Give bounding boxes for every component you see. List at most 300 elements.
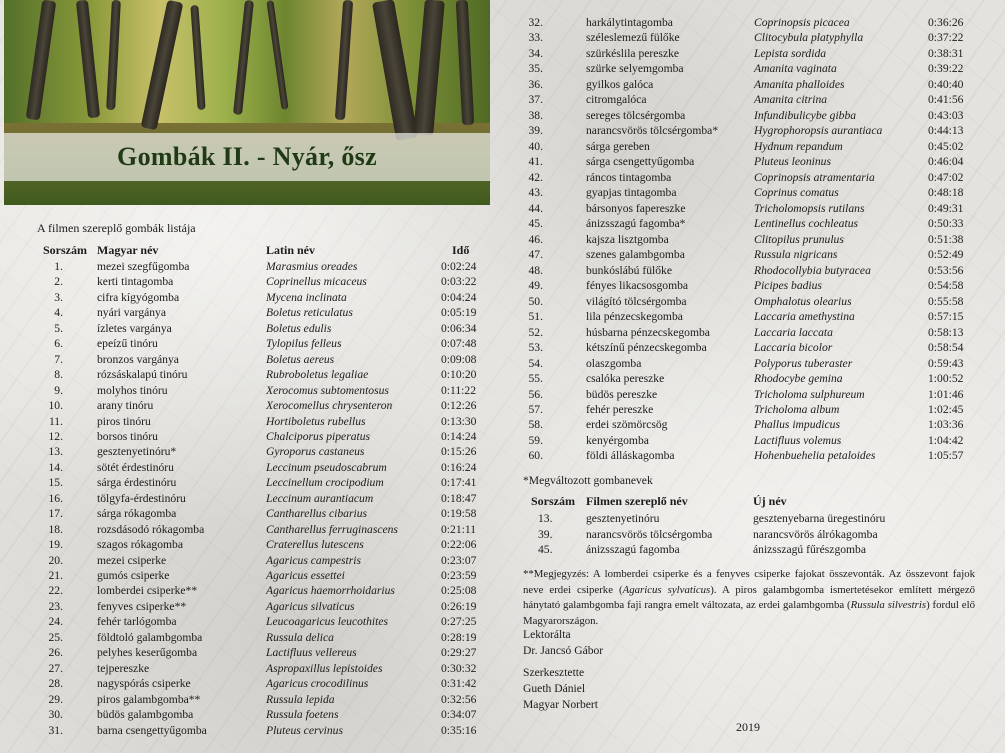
- row-latin-name: Russula nigricans: [754, 248, 838, 262]
- row-hungarian-name: piros galambgomba**: [97, 692, 201, 706]
- row-time: 0:54:58: [928, 279, 964, 293]
- changed-row-film-name: narancsvörös tölcsérgomba: [586, 527, 713, 541]
- row-hungarian-name: sárga gereben: [586, 139, 650, 153]
- table-row: [0, 154, 1005, 169]
- row-hungarian-name: lomberdei csiperke**: [97, 584, 198, 598]
- row-latin-name: Coprinopsis atramentaria: [754, 170, 875, 184]
- row-number: 10.: [48, 399, 63, 413]
- row-latin-name: Hortiboletus rubellus: [266, 414, 366, 428]
- row-time: 1:02:45: [928, 403, 964, 416]
- table-row: [0, 707, 1005, 722]
- row-time: 0:58:13: [928, 325, 964, 339]
- row-time: 0:26:19: [441, 599, 477, 613]
- changed-row: [0, 511, 1005, 526]
- row-hungarian-name: sereges tölcsérgomba: [586, 108, 686, 122]
- reviewer-label: Lektorálta: [523, 628, 571, 641]
- row-number: 33.: [528, 31, 543, 45]
- row-number: 23.: [48, 599, 63, 613]
- table-row: [0, 92, 1005, 107]
- table-row: [0, 232, 1005, 247]
- row-time: 0:06:34: [441, 321, 477, 335]
- row-number: 29.: [48, 692, 63, 706]
- row-number: 54.: [528, 356, 543, 370]
- row-number: 41.: [528, 155, 543, 169]
- row-time: 0:16:24: [441, 460, 477, 474]
- table-row: [0, 108, 1005, 123]
- row-time: 0:30:32: [441, 661, 477, 675]
- row-hungarian-name: ízletes vargánya: [97, 321, 172, 335]
- row-number: 58.: [528, 418, 543, 432]
- row-latin-name: Cantharellus cibarius: [266, 507, 368, 521]
- row-number: 27.: [48, 661, 63, 675]
- row-hungarian-name: gyilkos galóca: [586, 77, 654, 91]
- row-time: 0:27:25: [441, 615, 477, 629]
- row-latin-name: Tricholomopsis rutilans: [754, 201, 865, 215]
- year: 2019: [736, 720, 760, 734]
- table-row: [0, 61, 1005, 76]
- row-hungarian-name: narancsvörös tölcsérgomba*: [586, 124, 719, 138]
- row-time: 0:52:49: [928, 248, 964, 262]
- row-hungarian-name: tölgyfa-érdestinóru: [97, 491, 186, 505]
- row-time: 0:31:42: [441, 677, 477, 691]
- row-time: 0:44:13: [928, 124, 964, 138]
- row-latin-name: Omphalotus olearius: [754, 294, 852, 308]
- row-latin-name: Lepista sordida: [754, 46, 827, 60]
- row-latin-name: Agaricus silvaticus: [266, 599, 355, 613]
- table-row: [0, 692, 1005, 707]
- table-row: [0, 630, 1005, 645]
- header-latin: Latin név: [266, 243, 316, 257]
- row-number: 38.: [528, 108, 543, 122]
- row-number: 59.: [528, 433, 543, 447]
- row-time: 0:40:40: [928, 77, 964, 91]
- row-hungarian-name: világító tölcsérgomba: [586, 294, 687, 308]
- row-hungarian-name: sárga rókagomba: [97, 507, 177, 521]
- row-time: 0:39:22: [928, 62, 964, 76]
- row-time: 0:02:24: [441, 260, 477, 273]
- row-hungarian-name: büdös pereszke: [586, 387, 658, 401]
- row-latin-name: Russula delica: [266, 630, 334, 644]
- row-number: 51.: [528, 310, 543, 324]
- row-hungarian-name: kajsza lisztgomba: [586, 232, 669, 246]
- row-number: 21.: [48, 569, 63, 582]
- row-time: 1:05:57: [928, 449, 964, 463]
- row-time: 0:38:31: [928, 46, 964, 60]
- row-latin-name: Gyroporus castaneus: [266, 445, 365, 459]
- table-row: [0, 294, 1005, 309]
- row-hungarian-name: szenes galambgomba: [586, 248, 685, 262]
- row-hungarian-name: sötét érdestinóru: [97, 460, 174, 474]
- row-hungarian-name: bársonyos fapereszke: [586, 201, 686, 215]
- row-latin-name: Aspropaxillus lepistoides: [266, 661, 383, 675]
- row-time: 0:45:02: [928, 139, 964, 153]
- row-latin-name: Tylopilus felleus: [266, 337, 342, 351]
- table-row: [0, 325, 1005, 340]
- row-number: 57.: [528, 403, 543, 416]
- row-number: 15.: [48, 476, 63, 490]
- editor-block: [523, 665, 598, 713]
- row-time: 0:50:33: [928, 217, 964, 231]
- row-latin-name: Hydnum repandum: [754, 139, 843, 153]
- row-time: 0:23:59: [441, 569, 477, 582]
- table-row: [0, 491, 1005, 506]
- row-time: 1:03:36: [928, 418, 964, 432]
- table-row: [0, 676, 1005, 691]
- table-row: [0, 340, 1005, 355]
- row-number: 50.: [528, 294, 543, 308]
- row-number: 14.: [48, 460, 63, 474]
- row-latin-name: Chalciporus piperatus: [266, 429, 371, 443]
- row-number: 39.: [528, 124, 543, 138]
- row-time: 0:49:31: [928, 201, 964, 215]
- row-latin-name: Tricholoma album: [754, 403, 840, 416]
- row-time: 0:35:16: [441, 723, 477, 737]
- changed-row-number: 13.: [538, 512, 553, 525]
- row-latin-name: Clitocybula platyphylla: [754, 31, 864, 45]
- row-hungarian-name: erdei szömörcsög: [586, 418, 668, 432]
- row-time: 0:13:30: [441, 414, 477, 428]
- row-hungarian-name: fehér tarlógomba: [97, 615, 177, 629]
- row-hungarian-name: gesztenyetinóru*: [97, 445, 177, 459]
- row-latin-name: Hohenbuehelia petaloides: [754, 449, 876, 463]
- row-time: 0:58:54: [928, 341, 964, 355]
- row-number: 18.: [48, 522, 63, 536]
- table-row: [0, 46, 1005, 61]
- row-number: 16.: [48, 491, 63, 505]
- row-number: 35.: [528, 62, 543, 76]
- reviewer-block: [523, 627, 603, 659]
- table-row: [0, 661, 1005, 676]
- row-hungarian-name: sárga érdestinóru: [97, 476, 177, 490]
- header-time: Idő: [452, 243, 470, 257]
- row-number: 8.: [54, 368, 63, 382]
- table-row: [0, 216, 1005, 231]
- table-row: [0, 278, 1005, 293]
- row-hungarian-name: gumós csiperke: [97, 569, 170, 582]
- row-time: 0:37:22: [928, 31, 964, 45]
- row-hungarian-name: borsos tinóru: [97, 429, 158, 443]
- row-hungarian-name: rozsdásodó rókagomba: [97, 522, 205, 536]
- changed-names-title: *Megváltozott gombanevek: [523, 474, 653, 487]
- row-number: 13.: [48, 445, 63, 459]
- changed-row-film-name: gesztenyetinóru: [586, 512, 660, 525]
- row-time: 0:05:19: [441, 306, 477, 320]
- row-number: 17.: [48, 507, 63, 521]
- table-row: [0, 387, 1005, 402]
- row-number: 1.: [54, 260, 63, 273]
- editor-name-2: Magyar Norbert: [523, 698, 599, 711]
- row-hungarian-name: széleslemezű fülőke: [586, 31, 680, 45]
- changed-row: [0, 542, 1005, 557]
- row-hungarian-name: pelyhes keserűgomba: [97, 646, 198, 660]
- row-time: 0:04:24: [441, 290, 477, 304]
- row-time: 0:25:08: [441, 584, 477, 598]
- row-latin-name: Xerocomellus chrysenteron: [266, 399, 393, 413]
- row-number: 2.: [54, 275, 63, 289]
- row-time: 0:23:07: [441, 553, 477, 567]
- table-row: [0, 475, 1005, 490]
- row-latin-name: Russula lepida: [266, 692, 335, 706]
- row-hungarian-name: földi álláskagomba: [586, 449, 675, 463]
- row-hungarian-name: ánizsszagú fagomba*: [586, 217, 686, 231]
- row-latin-name: Agaricus crocodilinus: [266, 677, 369, 691]
- row-number: 45.: [528, 217, 543, 231]
- table-row: [0, 402, 1005, 417]
- changed-row-new-name: narancsvörös álrókagomba: [753, 527, 878, 541]
- row-latin-name: Lactifluus vellereus: [266, 646, 357, 660]
- row-time: 0:21:11: [441, 522, 476, 536]
- row-latin-name: Agaricus campestris: [266, 553, 361, 567]
- row-time: 0:22:06: [441, 538, 477, 552]
- row-latin-name: Coprinus comatus: [754, 186, 839, 200]
- row-latin-name: Boletus aereus: [266, 352, 335, 366]
- row-latin-name: Amanita vaginata: [754, 62, 837, 76]
- row-latin-name: Phallus impudicus: [754, 418, 840, 432]
- row-hungarian-name: bronzos vargánya: [97, 352, 179, 366]
- list-subtitle: A filmen szereplő gombák listája: [37, 221, 196, 235]
- row-number: 24.: [48, 615, 63, 629]
- row-time: 0:51:38: [928, 232, 964, 246]
- row-hungarian-name: arany tinóru: [97, 399, 154, 413]
- row-number: 53.: [528, 341, 543, 355]
- row-latin-name: Infundibulicybe gibba: [754, 108, 857, 122]
- changed-header-num: Sorszám: [531, 494, 575, 508]
- row-hungarian-name: ráncos tintagomba: [586, 170, 672, 184]
- row-hungarian-name: citromgalóca: [586, 93, 647, 107]
- table-row: [0, 417, 1005, 432]
- row-number: 52.: [528, 325, 543, 339]
- row-latin-name: Lactifluus volemus: [754, 433, 842, 447]
- row-time: 0:46:04: [928, 155, 964, 169]
- row-latin-name: Coprinopsis picacea: [754, 16, 850, 29]
- row-hungarian-name: epeízű tinóru: [97, 337, 158, 351]
- row-number: 55.: [528, 372, 543, 386]
- row-latin-name: Craterellus lutescens: [266, 538, 364, 552]
- row-time: 0:09:08: [441, 352, 477, 366]
- row-time: 0:36:26: [928, 16, 964, 29]
- row-latin-name: Agaricus haemorrhoidarius: [266, 584, 395, 598]
- row-hungarian-name: mezei szegfűgomba: [97, 260, 190, 273]
- table-row: [0, 448, 1005, 463]
- table-row: [0, 15, 1005, 30]
- row-hungarian-name: harkálytintagomba: [586, 16, 673, 29]
- row-latin-name: Hygrophoropsis aurantiaca: [754, 124, 883, 138]
- row-number: 12.: [48, 429, 63, 443]
- row-hungarian-name: kétszínű pénzecskegomba: [586, 341, 707, 355]
- changed-header-film: Filmen szereplő név: [586, 494, 688, 508]
- page-title: Gombák II. - Nyár, ősz: [117, 142, 377, 171]
- row-latin-name: Marasmius oreades: [266, 260, 358, 273]
- row-latin-name: Tricholoma sulphureum: [754, 387, 865, 401]
- row-latin-name: Pluteus cervinus: [266, 723, 343, 737]
- row-number: 30.: [48, 708, 63, 722]
- footnote: **Megjegyzés: A lomberdei csiperke és a fenyves csiperke fajokat összevonták. Az összevont fajok neve erdei csiperke (Agaricus sylvaticus). A piros galambgomba ismertetésekor említett mérgező hánytató galambgomba faji rangra emelt változata, az erdei galambgomba (Russula silvestris) fordul elő Magyarországon.: [523, 568, 976, 627]
- row-time: 0:34:07: [441, 708, 477, 722]
- row-hungarian-name: nagyspórás csiperke: [97, 677, 191, 691]
- row-time: 0:10:20: [441, 368, 477, 382]
- row-time: 0:07:48: [441, 337, 477, 351]
- row-latin-name: Xerocomus subtomentosus: [266, 383, 389, 397]
- row-time: 0:59:43: [928, 356, 964, 370]
- row-latin-name: Leccinum pseudoscabrum: [266, 460, 387, 474]
- row-hungarian-name: mezei csiperke: [97, 553, 167, 567]
- header-hungarian: Magyar név: [97, 243, 159, 257]
- row-number: 60.: [528, 449, 543, 463]
- row-number: 6.: [54, 337, 63, 351]
- table-row: [0, 123, 1005, 138]
- table-row: [0, 645, 1005, 660]
- row-time: 1:04:42: [928, 433, 964, 447]
- row-number: 37.: [528, 93, 543, 107]
- row-time: 0:14:24: [441, 429, 477, 443]
- row-number: 5.: [54, 321, 63, 335]
- row-latin-name: Amanita phalloides: [754, 77, 845, 91]
- row-number: 31.: [48, 723, 63, 737]
- row-hungarian-name: barna csengettyűgomba: [97, 723, 207, 737]
- row-hungarian-name: fényes likacsosgomba: [586, 279, 689, 293]
- row-number: 20.: [48, 553, 63, 567]
- changed-row: [0, 527, 1005, 542]
- changed-row-number: 39.: [538, 527, 553, 541]
- row-latin-name: Rhodocybe gemina: [754, 372, 843, 386]
- row-latin-name: Polyporus tuberaster: [754, 356, 853, 370]
- row-time: 0:29:27: [441, 646, 477, 660]
- row-time: 0:43:03: [928, 108, 964, 122]
- row-latin-name: Boletus reticulatus: [266, 306, 353, 320]
- editor-name-1: Gueth Dániel: [523, 682, 586, 695]
- row-time: 0:28:19: [441, 630, 477, 644]
- row-hungarian-name: cifra kígyógomba: [97, 290, 180, 304]
- table-row: [0, 723, 1005, 738]
- table-row: [0, 247, 1005, 262]
- row-hungarian-name: fenyves csiperke**: [97, 599, 187, 613]
- row-number: 34.: [528, 46, 543, 60]
- row-hungarian-name: sárga csengettyűgomba: [586, 155, 695, 169]
- row-time: 0:57:15: [928, 310, 964, 324]
- row-number: 9.: [54, 383, 63, 397]
- row-number: 28.: [48, 677, 63, 691]
- table-row: [0, 263, 1005, 278]
- row-time: 0:03:22: [441, 275, 477, 289]
- table-row: [0, 77, 1005, 92]
- row-number: 32.: [528, 16, 543, 29]
- row-time: 0:55:58: [928, 294, 964, 308]
- row-latin-name: Laccaria laccata: [754, 325, 833, 339]
- table-row: [0, 356, 1005, 371]
- row-number: 48.: [528, 263, 543, 277]
- table-row: [0, 433, 1005, 448]
- row-latin-name: Coprinellus micaceus: [266, 275, 367, 289]
- row-hungarian-name: büdös galambgomba: [97, 708, 194, 722]
- row-hungarian-name: húsbarna pénzecskegomba: [586, 325, 710, 339]
- row-latin-name: Clitopilus prunulus: [754, 232, 844, 246]
- row-time: 0:32:56: [441, 692, 477, 706]
- row-hungarian-name: kenyérgomba: [586, 433, 649, 447]
- row-number: 36.: [528, 77, 543, 91]
- table-row: [0, 170, 1005, 185]
- row-latin-name: Leccinellum crocipodium: [266, 476, 384, 490]
- table-row: [0, 185, 1005, 200]
- row-number: 46.: [528, 232, 543, 246]
- row-hungarian-name: piros tinóru: [97, 414, 151, 428]
- row-number: 22.: [48, 584, 63, 598]
- row-hungarian-name: földtoló galambgomba: [97, 630, 203, 644]
- row-number: 3.: [54, 290, 63, 304]
- row-latin-name: Agaricus essettei: [266, 569, 345, 582]
- row-number: 43.: [528, 186, 543, 200]
- reviewer-name: Dr. Jancsó Gábor: [523, 644, 604, 657]
- table-row: [0, 371, 1005, 386]
- row-latin-name: Leucoagaricus leucothites: [266, 615, 389, 629]
- row-hungarian-name: fehér pereszke: [586, 403, 654, 416]
- row-number: 42.: [528, 170, 543, 184]
- table-row: [0, 30, 1005, 45]
- row-latin-name: Pluteus leoninus: [754, 155, 831, 169]
- row-number: 47.: [528, 248, 543, 262]
- row-latin-name: Mycena inclinata: [266, 290, 347, 304]
- row-number: 49.: [528, 279, 543, 293]
- table-row: [0, 201, 1005, 216]
- row-hungarian-name: rózsáskalapú tinóru: [97, 368, 188, 382]
- row-time: 0:17:41: [441, 476, 477, 490]
- row-number: 25.: [48, 630, 63, 644]
- row-latin-name: Cantharellus ferruginascens: [266, 522, 398, 536]
- row-hungarian-name: szürkéslila pereszke: [586, 46, 680, 60]
- row-time: 0:18:47: [441, 491, 477, 505]
- header-num: Sorszám: [43, 243, 87, 257]
- changed-row-film-name: ánizsszagú fagomba: [586, 543, 680, 556]
- row-hungarian-name: szagos rókagomba: [97, 538, 183, 552]
- row-number: 26.: [48, 646, 63, 660]
- row-time: 0:47:02: [928, 170, 964, 184]
- row-number: 40.: [528, 139, 543, 153]
- row-latin-name: Rubroboletus legaliae: [266, 368, 369, 382]
- row-time: 0:11:22: [441, 383, 476, 397]
- row-latin-name: Amanita citrina: [754, 93, 828, 107]
- row-hungarian-name: csalóka pereszke: [586, 372, 665, 386]
- row-time: 0:41:56: [928, 93, 964, 107]
- row-latin-name: Laccaria amethystina: [754, 310, 855, 324]
- row-latin-name: Leccinum aurantiacum: [266, 491, 374, 505]
- row-hungarian-name: gyapjas tintagomba: [586, 186, 677, 200]
- row-latin-name: Rhodocollybia butyracea: [754, 263, 871, 277]
- row-time: 0:53:56: [928, 263, 964, 277]
- row-number: 11.: [48, 414, 63, 428]
- row-latin-name: Russula foetens: [266, 708, 339, 722]
- changed-header-new: Új név: [753, 494, 787, 508]
- row-hungarian-name: kerti tintagomba: [97, 275, 174, 289]
- row-number: 19.: [48, 538, 63, 552]
- row-hungarian-name: bunkóslábú fülőke: [586, 263, 672, 277]
- row-hungarian-name: molyhos tinóru: [97, 383, 168, 397]
- row-time: 0:12:26: [441, 399, 477, 413]
- row-hungarian-name: olaszgomba: [586, 356, 642, 370]
- row-number: 4.: [54, 306, 63, 320]
- changed-row-number: 45.: [538, 543, 553, 556]
- editor-label: Szerkesztette: [523, 666, 585, 679]
- row-latin-name: Lentinellus cochleatus: [754, 217, 859, 231]
- row-latin-name: Boletus edulis: [266, 321, 332, 335]
- row-time: 0:48:18: [928, 186, 964, 200]
- table-row: [0, 309, 1005, 324]
- row-latin-name: Laccaria bicolor: [754, 341, 833, 355]
- row-time: 1:01:46: [928, 387, 964, 401]
- row-time: 1:00:52: [928, 372, 964, 386]
- row-hungarian-name: nyári vargánya: [97, 306, 166, 320]
- row-hungarian-name: tejpereszke: [97, 661, 150, 675]
- row-hungarian-name: szürke selyemgomba: [586, 62, 684, 76]
- row-time: 0:19:58: [441, 507, 477, 521]
